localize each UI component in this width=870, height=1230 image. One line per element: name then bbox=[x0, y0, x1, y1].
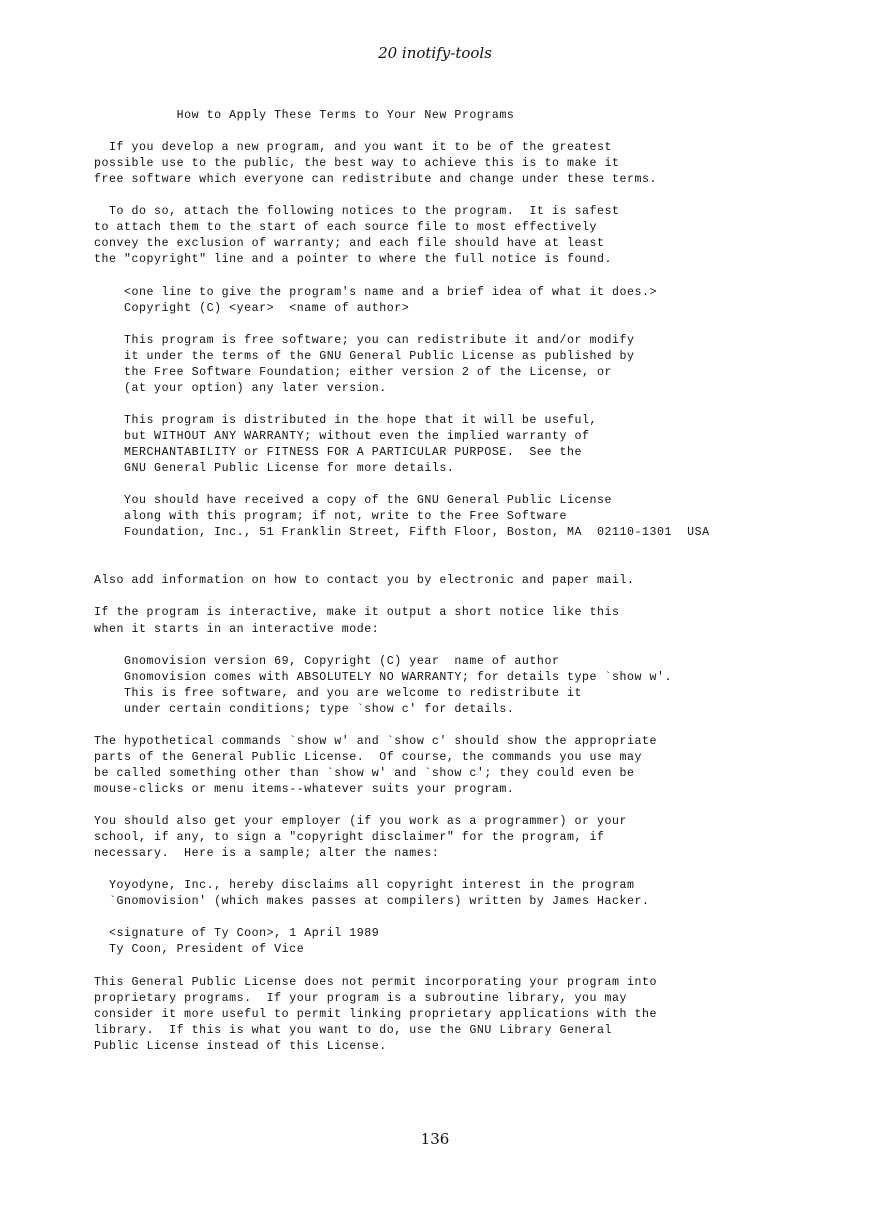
license-appendix-text: How to Apply These Terms to Your New Programs If you develop a new program, and you want it to be of the greatest possible use to the public, the best way to achieve this is to make it free software which everyone can redistribute and change under these terms. To do so, attach the following notices to the program. It is safest to attach them to the start of each source file to most effectively convey the exclusion of warranty; and each file should have at least the "copyright" line and a pointer to where the full notice is found. <one line to give the program's name and a brief idea of what it does.> Copyright (C) <year> <name of author> This program is free software; you can redistribute it and/or modify it under the terms of the GNU General Public License as published by the Free Software Foundation; either version 2 of the License, or (at your option) any later version. This program is distributed in the hope that it will be useful, but WITHOUT ANY WARRANTY; without even the implied warranty of MERCHANTABILITY or FITNESS FOR A PARTICULAR PURPOSE. See the GNU General Public License for more details. You should have received a copy of the GNU General Public License along with this program; if not, write to the Free Software Foundation, Inc., 51 Franklin Street, Fifth Floor, Boston, MA 02110-1301 USA Also add information on how to contact you by electronic and paper mail. If the program is interactive, make it output a short notice like this when it starts in an interactive mode: Gnomovision version 69, Copyright (C) year name of author Gnomovision comes with ABSOLUTELY NO WARRANTY; for details type `show w'. This is free software, and you are welcome to redistribute it under certain conditions; type `show c' for details. The hypothetical commands `show w' and `show c' should show the appropriate parts of the General Public License. Of course, the commands you use may be called something other than `show w' and `show c'; they could even be mouse-clicks or menu items--whatever suits your program. You should also get your employer (if you work as a programmer) or your school, if any, to sign a "copyright disclaimer" for the program, if necessary. Here is a sample; alter the names: Yoyodyne, Inc., hereby disclaims all copyright interest in the program `Gnomovision' (which makes passes at compilers) written by James Hacker. <signature of Ty Coon>, 1 April 1989 Ty Coon, President of Vice This General Public License does not permit incorporating your program into proprietary programs. If your program is a subroutine library, you may consider it more useful to permit linking proprietary applications with the library. If this is what you want to do, use the GNU Library General Public License instead of this License. bbox=[94, 109, 710, 1053]
running-head: 20 inotify-tools bbox=[378, 44, 492, 62]
page-number: 136 bbox=[420, 1130, 450, 1148]
